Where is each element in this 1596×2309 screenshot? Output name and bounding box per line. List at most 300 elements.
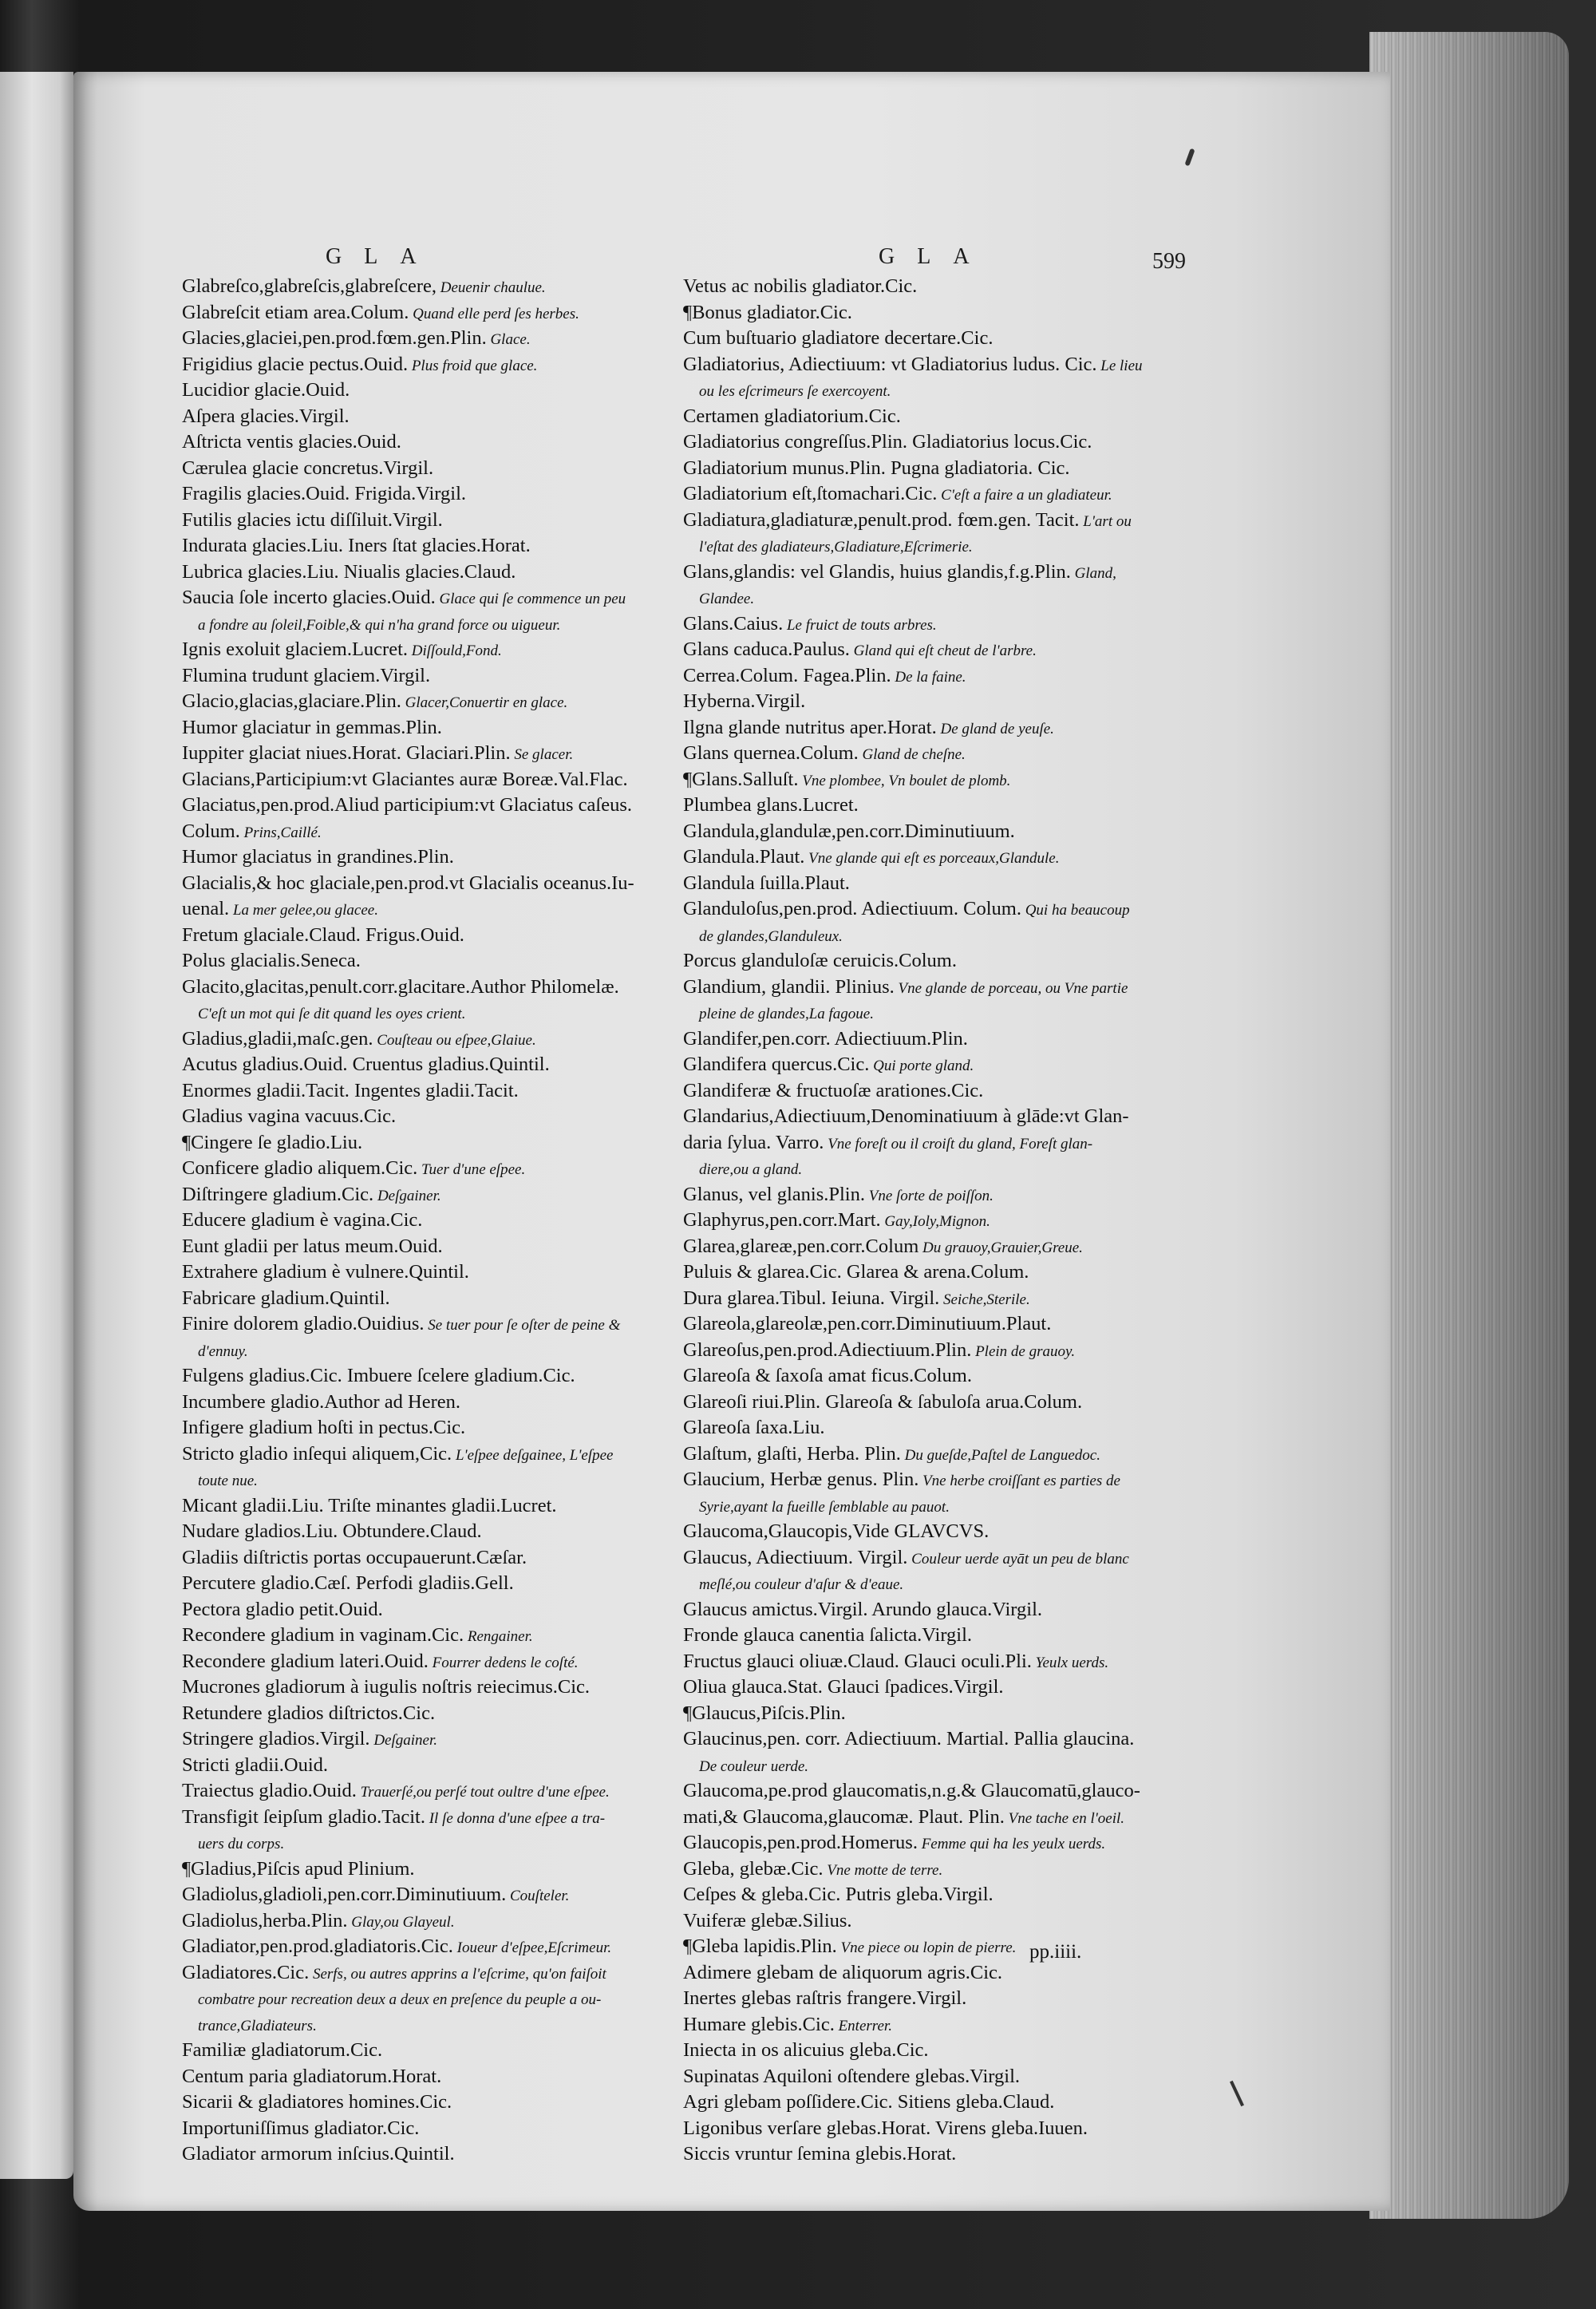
french-gloss: Diſſould,Fond. xyxy=(408,642,502,659)
latin-text: Supinatas Aquiloni oſtendere glebas.Virgil. xyxy=(683,2065,1021,2087)
french-gloss: Se glacer. xyxy=(510,746,574,763)
entry-line xyxy=(182,741,689,767)
entry-line xyxy=(182,404,689,430)
entry-line xyxy=(182,819,689,845)
latin-text: Glans,glandis: vel Glandis, huius glandis,f.g.Plin. xyxy=(683,560,1071,583)
latin-text: Humor glaciatur in gemmas.Plin. xyxy=(182,716,442,738)
latin-text: Saucia ſole incerto glacies.Ouid. xyxy=(182,587,436,608)
french-gloss: Quand elle perd ſes herbes. xyxy=(409,305,579,322)
latin-text: Colum. xyxy=(182,820,240,842)
entry-line xyxy=(683,663,1163,690)
latin-text: Educere gladium è vagina.Cic. xyxy=(182,1209,423,1231)
entry-line xyxy=(683,1286,1163,1312)
running-head-left: GLA xyxy=(326,244,439,269)
entry-line xyxy=(683,1338,1163,1364)
entry-line xyxy=(182,1571,689,1597)
entry-line xyxy=(683,456,1163,482)
latin-text: Puluis & glarea.Cic. Glarea & arena.Colum. xyxy=(683,1261,1029,1283)
latin-text: Inertes glebas raſtris frangere.Virgil. xyxy=(683,1987,967,2009)
entry-line xyxy=(683,1052,1163,1078)
entry-line xyxy=(683,1908,1163,1935)
latin-text: Incumbere gladio.Author ad Heren. xyxy=(182,1390,460,1413)
latin-text: Gladius vagina vacuus.Cic. xyxy=(182,1105,397,1127)
latin-text: Infigere gladium hoſti in pectus.Cic. xyxy=(182,1417,466,1438)
entry-line xyxy=(182,429,689,456)
latin-text: Gladiator,pen.prod.gladiatoris.Cic. xyxy=(182,1935,453,1957)
latin-text: Futilis glacies ictu diſſiluit.Virgil. xyxy=(182,508,443,531)
entry-line xyxy=(683,481,1163,508)
entry-line xyxy=(182,1104,689,1130)
entry-line xyxy=(683,1623,1163,1649)
entry-line xyxy=(182,1363,689,1390)
entry-line xyxy=(182,1026,689,1053)
entry-line xyxy=(182,1934,689,1960)
entry-line xyxy=(182,975,689,1001)
page-number: 599 xyxy=(1152,249,1186,274)
facing-page-edge xyxy=(0,72,73,2179)
entry-line xyxy=(182,1830,689,1856)
french-gloss: Le lieu xyxy=(1096,357,1143,374)
latin-text: Glareoſa & ſaxoſa amat ficus.Colum. xyxy=(683,1365,972,1386)
entry-line xyxy=(182,1286,689,1312)
entry-line xyxy=(182,2090,689,2116)
latin-text: Fulgens gladius.Cic. Imbuere ſcelere gladium.Cic. xyxy=(182,1365,575,1386)
french-gloss: l'eſtat des gladiateurs,Gladiature,Eſcrimerie. xyxy=(699,539,973,556)
latin-text: Ceſpes & gleba.Cic. Putris gleba.Virgil. xyxy=(683,1884,994,1905)
latin-text: Glaucoma,Glaucopis,Vide GLAVCVS. xyxy=(683,1520,990,1542)
french-gloss: Trauerſé,ou perſé tout oultre d'une eſpee. xyxy=(356,1784,610,1801)
french-gloss: Se tuer pour ſe oſter de peine & xyxy=(424,1317,621,1334)
latin-text: Glarea,glareæ,pen.corr.Colum xyxy=(683,1235,919,1257)
entry-line xyxy=(683,1882,1163,1908)
latin-text: Enormes gladii.Tacit. Ingentes gladii.Tacit. xyxy=(182,1079,519,1101)
entry-line xyxy=(683,559,1163,586)
latin-text: Stringere gladios.Virgil. xyxy=(182,1728,370,1750)
french-gloss: Seiche,Sterile. xyxy=(939,1291,1030,1308)
entry-line xyxy=(182,1000,689,1026)
latin-text: Gladiatorium munus.Plin. Pugna gladiatoria. Cic. xyxy=(683,457,1070,479)
entry-line xyxy=(182,1338,689,1364)
right-column xyxy=(683,274,1163,2168)
entry-line xyxy=(683,871,1163,897)
french-gloss: Gland, xyxy=(1070,564,1116,582)
latin-text: Vetus ac nobilis gladiator.Cic. xyxy=(683,275,918,297)
entry-line xyxy=(182,1960,689,1987)
entry-line xyxy=(683,1493,1163,1520)
entry-line xyxy=(683,2141,1163,2168)
latin-text: Cærulea glacie concretus.Virgil. xyxy=(182,457,434,479)
entry-line xyxy=(182,871,689,897)
latin-text: Gladiolus,herba.Plin. xyxy=(182,1909,348,1931)
latin-text: Humare glebis.Cic. xyxy=(683,2013,835,2035)
entry-line xyxy=(182,2012,689,2038)
latin-text: Gladiator armorum inſcius.Quintil. xyxy=(182,2143,455,2165)
french-gloss: La mer gelee,ou glacee. xyxy=(229,902,378,919)
latin-text: Ligonibus verſare glebas.Horat. Virens gleba.Iuuen. xyxy=(683,2117,1088,2139)
latin-text: Glanus, vel glanis.Plin. xyxy=(683,1183,865,1205)
latin-text: Transfigit ſeipſum gladio.Tacit. xyxy=(182,1805,425,1828)
entry-line xyxy=(182,2116,689,2142)
entry-line xyxy=(683,2038,1163,2064)
entry-line xyxy=(683,1156,1163,1182)
entry-line xyxy=(683,1311,1163,1338)
entry-line xyxy=(683,1674,1163,1701)
entry-line xyxy=(182,1674,689,1701)
latin-text: Glareola,glareolæ,pen.corr.Diminutiuum.Plaut. xyxy=(683,1313,1052,1334)
latin-text: Adimere glebam de aliquorum agris.Cic. xyxy=(683,1961,1003,1983)
french-gloss: Deuenir chaulue. xyxy=(437,279,546,296)
french-gloss: Vne foreſt ou il croiſt du gland, Foreſt glan- xyxy=(824,1135,1093,1153)
latin-text: ¶Glans.Salluſt. xyxy=(683,768,799,790)
entry-line xyxy=(683,1415,1163,1441)
french-gloss: Vne tache en l'oeil. xyxy=(1004,1809,1125,1827)
latin-text: Polus glacialis.Seneca. xyxy=(182,950,361,971)
entry-line xyxy=(182,533,689,559)
entry-line xyxy=(182,1908,689,1935)
latin-text: Finire dolorem gladio.Ouidius. xyxy=(182,1313,425,1334)
latin-text: ¶Bonus gladiator.Cic. xyxy=(683,301,852,323)
french-gloss: Glandee. xyxy=(699,591,755,607)
latin-text: Glans quernea.Colum. xyxy=(683,742,859,764)
entry-line xyxy=(182,844,689,871)
entry-line xyxy=(683,429,1163,456)
latin-text: Glareoſa ſaxa.Liu. xyxy=(683,1417,825,1438)
french-gloss: Glacer,Conuertir en glace. xyxy=(401,694,568,711)
entry-line xyxy=(683,1571,1163,1597)
latin-text: Glandula,glandulæ,pen.corr.Diminutiuum. xyxy=(683,820,1015,842)
french-gloss: Il ſe donna d'une eſpee a tra- xyxy=(425,1809,606,1827)
latin-text: Centum paria gladiatorum.Horat. xyxy=(182,2065,442,2087)
entry-line xyxy=(683,1778,1163,1805)
entry-line xyxy=(182,1882,689,1908)
entry-line xyxy=(182,663,689,690)
entry-line xyxy=(683,585,1163,611)
latin-text: Flumina trudunt glaciem.Virgil. xyxy=(182,664,431,686)
french-gloss: Syrie,ayant la fueille ſemblable au pauot. xyxy=(699,1498,950,1516)
french-gloss: Deſgainer. xyxy=(369,1732,437,1749)
entry-line xyxy=(683,1182,1163,1208)
latin-text: mati,& Glaucoma,glaucomæ. Plaut. Plin. xyxy=(683,1805,1005,1828)
french-gloss: Vne herbe croiſſant es parties de xyxy=(918,1473,1120,1489)
latin-text: Fragilis glacies.Ouid. Frigida.Virgil. xyxy=(182,483,467,504)
latin-text: Hyberna.Virgil. xyxy=(683,690,806,712)
latin-text: Plumbea glans.Lucret. xyxy=(683,794,859,816)
french-gloss: Deſgainer. xyxy=(373,1187,441,1204)
signature-mark: pp.iiii. xyxy=(1029,1941,1082,1963)
entry-line xyxy=(683,793,1163,819)
latin-text: Glans caduca.Paulus. xyxy=(683,639,850,660)
entry-line xyxy=(182,2141,689,2168)
latin-text: Humor glaciatus in grandines.Plin. xyxy=(182,846,454,868)
french-gloss: C'eſt a faire a un gladiateur. xyxy=(937,487,1112,504)
latin-text: Glaciatus,pen.prod.Aliud participium:vt Glaciatus caſeus. xyxy=(182,794,633,816)
latin-text: Stricti gladii.Ouid. xyxy=(182,1753,329,1776)
entry-line xyxy=(182,1390,689,1416)
entry-line xyxy=(683,1130,1163,1156)
french-gloss: Vne piece ou lopin de pierre. xyxy=(836,1939,1017,1956)
entry-line xyxy=(182,1753,689,1779)
entry-line xyxy=(683,689,1163,715)
french-gloss: Ioueur d'eſpee,Eſcrimeur. xyxy=(452,1939,612,1956)
latin-text: Glaucinus,pen. corr. Adiectiuum. Martial. Pallia glaucina. xyxy=(683,1728,1135,1750)
latin-text: Gleba, glebæ.Cic. xyxy=(683,1857,824,1880)
entry-line xyxy=(182,1856,689,1883)
entry-line xyxy=(182,896,689,923)
french-gloss: Vne glande qui eſt es porceaux,Glandule. xyxy=(804,850,1060,867)
french-gloss: combatre pour recreation deux a deux en preſence du peuple a ou- xyxy=(198,1991,602,2008)
french-gloss: De gland de yeuſe. xyxy=(936,720,1054,737)
entry-line xyxy=(182,1156,689,1182)
latin-text: Diſtringere gladium.Cic. xyxy=(182,1183,374,1205)
latin-text: Cerrea.Colum. Fagea.Plin. xyxy=(683,664,891,686)
entry-line xyxy=(182,1052,689,1078)
latin-text: Glandarius,Adiectiuum,Denominatiuum à glāde:vt Glan- xyxy=(683,1105,1129,1127)
entry-line xyxy=(683,2090,1163,2116)
french-gloss: Gland de cheſne. xyxy=(858,746,966,763)
french-gloss: Du gueſde,Paſtel de Languedoc. xyxy=(900,1446,1100,1464)
latin-text: Glandium, glandii. Plinius. xyxy=(683,975,895,998)
latin-text: Glacialis,& hoc glaciale,pen.prod.vt Glacialis oceanus.Iu- xyxy=(182,872,634,894)
latin-text: Gladiatorius congreſſus.Plin. Gladiatorius locus.Cic. xyxy=(683,431,1092,453)
entry-line xyxy=(182,2064,689,2090)
french-gloss: Rengainer. xyxy=(464,1628,533,1645)
french-gloss: ou les eſcrimeurs ſe exercoyent. xyxy=(699,383,891,400)
french-gloss: pleine de glandes,La fagoue. xyxy=(699,1006,874,1022)
french-gloss: C'eſt un mot qui ſe dit quand les oyes crient. xyxy=(198,1006,466,1022)
entry-line xyxy=(182,1726,689,1753)
entry-line xyxy=(683,1934,1163,1960)
latin-text: Conficere gladio aliquem.Cic. xyxy=(182,1157,418,1179)
left-column xyxy=(182,274,689,2168)
entry-line xyxy=(182,1208,689,1234)
entry-line xyxy=(683,819,1163,845)
french-gloss: Vne motte de terre. xyxy=(823,1861,943,1879)
french-gloss: toute nue. xyxy=(198,1473,258,1489)
latin-text: Iniecta in os alicuius gleba.Cic. xyxy=(683,2039,929,2061)
french-gloss: Vne ſorte de poiſſon. xyxy=(864,1187,994,1204)
latin-text: Glareoſi riui.Plin. Glareoſa & ſabuloſa arua.Colum. xyxy=(683,1390,1083,1413)
latin-text: Glaſtum, glaſti, Herba. Plin. xyxy=(683,1442,901,1465)
entry-line xyxy=(683,2116,1163,2142)
latin-text: Porcus glanduloſæ ceruicis.Colum. xyxy=(683,950,957,971)
latin-text: Aſtricta ventis glacies.Ouid. xyxy=(182,431,401,453)
entry-line xyxy=(683,1234,1163,1260)
entry-line xyxy=(182,923,689,949)
entry-line xyxy=(683,741,1163,767)
latin-text: Glacies,glaciei,pen.prod.fœm.gen.Plin. xyxy=(182,327,487,349)
entry-line xyxy=(182,1311,689,1338)
entry-line xyxy=(182,767,689,793)
french-gloss: Gay,Ioly,Mignon. xyxy=(880,1213,990,1230)
entry-line xyxy=(182,1441,689,1468)
french-gloss: L'art ou xyxy=(1079,512,1132,530)
entry-line xyxy=(182,1493,689,1520)
entry-line xyxy=(683,1519,1163,1545)
french-gloss: Du grauoy,Grauier,Greue. xyxy=(918,1239,1083,1256)
french-gloss: Plein de grauoy. xyxy=(971,1342,1076,1360)
entry-line xyxy=(182,1986,689,2012)
entry-line xyxy=(683,508,1163,534)
entry-line xyxy=(182,1130,689,1156)
latin-text: Glabreſcit etiam area.Colum. xyxy=(182,301,409,323)
entry-line xyxy=(182,508,689,534)
latin-text: Glacito,glacitas,penult.corr.glacitare.Author Philomelæ. xyxy=(182,975,619,998)
latin-text: Ignis exoluit glaciem.Lucret. xyxy=(182,639,409,660)
latin-text: Fabricare gladium.Quintil. xyxy=(182,1287,390,1309)
entry-line xyxy=(182,1467,689,1493)
french-gloss: Tuer d'une eſpee. xyxy=(417,1161,526,1178)
french-gloss: Gland qui eſt cheut de l'arbre. xyxy=(849,642,1037,659)
latin-text: Gladiatores.Cic. xyxy=(182,1961,310,1983)
entry-line xyxy=(683,1208,1163,1234)
latin-text: ¶Gladius,Piſcis apud Plinium. xyxy=(182,1857,415,1880)
french-gloss: De la faine. xyxy=(891,668,966,686)
entry-line xyxy=(683,1701,1163,1727)
entry-line xyxy=(683,1467,1163,1493)
latin-text: Fructus glauci oliuæ.Claud. Glauci oculi.Pli. xyxy=(683,1650,1032,1672)
latin-text: Ilgna glande nutritus aper.Horat. xyxy=(683,716,937,738)
entry-line xyxy=(182,1078,689,1105)
entry-line xyxy=(683,975,1163,1001)
entry-line xyxy=(683,300,1163,326)
latin-text: Recondere gladium lateri.Ouid. xyxy=(182,1650,429,1672)
latin-text: Gladius,gladii,maſc.gen. xyxy=(182,1027,373,1050)
entry-line xyxy=(182,793,689,819)
entry-line xyxy=(683,1363,1163,1390)
latin-text: Gladiolus,gladioli,pen.corr.Diminutiuum. xyxy=(182,1884,507,1905)
entry-line xyxy=(683,1078,1163,1105)
french-gloss: d'ennuy. xyxy=(198,1342,248,1360)
latin-text: Sicarii & gladiatores homines.Cic. xyxy=(182,2091,452,2113)
french-gloss: meſlé,ou couleur d'aſur & d'eaue. xyxy=(699,1576,904,1593)
entry-line xyxy=(182,352,689,378)
entry-line xyxy=(683,1441,1163,1468)
latin-text: Glaucoma,pe.prod glaucomatis,n.g.& Glaucomatū,glauco- xyxy=(683,1780,1140,1801)
latin-text: Dura glarea.Tibul. Ieiuna. Virgil. xyxy=(683,1287,940,1309)
latin-text: Gladiatorium eſt,ſtomachari.Cic. xyxy=(683,483,938,504)
latin-text: Lucidior glacie.Ouid. xyxy=(182,379,350,401)
latin-text: Siccis vruntur ſemina glebis.Horat. xyxy=(683,2143,957,2165)
entry-line xyxy=(683,533,1163,559)
latin-text: Indurata glacies.Liu. Iners ſtat glacies.Horat. xyxy=(182,535,531,556)
entry-line xyxy=(182,689,689,715)
entry-line xyxy=(182,585,689,611)
latin-text: Glareoſus,pen.prod.Adiectiuum.Plin. xyxy=(683,1338,972,1361)
entry-line xyxy=(182,1234,689,1260)
entry-line xyxy=(683,2064,1163,2090)
entry-line xyxy=(182,456,689,482)
latin-text: Nudare gladios.Liu. Obtundere.Claud. xyxy=(182,1520,482,1542)
entry-line xyxy=(683,1000,1163,1026)
entry-line xyxy=(683,896,1163,923)
french-gloss: Enterrer. xyxy=(834,2017,892,2034)
french-gloss: Qui porte gland. xyxy=(869,1058,974,1074)
entry-line xyxy=(182,1623,689,1649)
entry-line xyxy=(182,378,689,404)
entry-line xyxy=(683,1026,1163,1053)
french-gloss: trance,Gladiateurs. xyxy=(198,2017,317,2034)
latin-text: Glandula ſuilla.Plaut. xyxy=(683,872,850,894)
latin-text: Frigidius glacie pectus.Ouid. xyxy=(182,353,409,375)
entry-line xyxy=(683,1830,1163,1856)
running-head-right: GLA xyxy=(879,244,992,269)
entry-line xyxy=(182,948,689,975)
entry-line xyxy=(182,559,689,586)
latin-text: Fronde glauca canentia ſalicta.Virgil. xyxy=(683,1624,973,1646)
french-gloss: Couleur uerde ayāt un peu de blanc xyxy=(907,1550,1129,1568)
latin-text: Aſpera glacies.Virgil. xyxy=(182,405,350,427)
entry-line xyxy=(683,611,1163,638)
french-gloss: Vne glande de porceau, ou Vne partie xyxy=(894,979,1128,997)
latin-text: Stricto gladio inſequi aliquem,Cic. xyxy=(182,1442,452,1465)
latin-text: Iuppiter glaciat niues.Horat. Glaciari.Plin. xyxy=(182,742,511,764)
entry-line xyxy=(683,1104,1163,1130)
latin-text: Importuniſſimus gladiator.Cic. xyxy=(182,2117,420,2139)
latin-text: Gladiatura,gladiaturæ,penult.prod. fœm.gen. Tacit. xyxy=(683,508,1080,531)
entry-line xyxy=(182,300,689,326)
latin-text: ¶Glaucus,Piſcis.Plin. xyxy=(683,1702,846,1724)
french-gloss: a fondre au ſoleil,Foible,& qui n'ha grand force ou uigueur. xyxy=(198,616,561,634)
entry-line xyxy=(683,1986,1163,2012)
entry-line xyxy=(683,844,1163,871)
entry-line xyxy=(182,637,689,663)
entry-line xyxy=(182,1259,689,1286)
entry-line xyxy=(683,404,1163,430)
latin-text: Glabreſco,glabreſcis,glabreſcere, xyxy=(182,275,437,297)
latin-text: Lubrica glacies.Liu. Niualis glacies.Claud. xyxy=(182,560,516,583)
latin-text: Oliua glauca.Stat. Glauci ſpadices.Virgil. xyxy=(683,1676,1004,1698)
latin-text: ¶Gleba lapidis.Plin. xyxy=(683,1935,837,1957)
french-gloss: Serfs, ou autres apprins a l'eſcrime, qu'on faiſoit xyxy=(309,1965,606,1983)
entry-line xyxy=(182,715,689,741)
entry-line xyxy=(182,1597,689,1623)
entry-line xyxy=(182,1649,689,1675)
latin-text: Gladiatorius, Adiectiuum: vt Gladiatorius ludus. Cic. xyxy=(683,353,1097,375)
latin-text: Glanduloſus,pen.prod. Adiectiuum. Colum. xyxy=(683,898,1021,919)
latin-text: Extrahere gladium è vulnere.Quintil. xyxy=(182,1261,469,1283)
entry-line xyxy=(683,1805,1163,1831)
entry-line xyxy=(683,948,1163,975)
latin-text: Glacians,Participium:vt Glaciantes auræ Boreæ.Val.Flac. xyxy=(182,768,628,790)
latin-text: Certamen gladiatorium.Cic. xyxy=(683,405,901,427)
entry-line xyxy=(683,1649,1163,1675)
latin-text: Glandifera quercus.Cic. xyxy=(683,1054,870,1075)
entry-line xyxy=(683,326,1163,352)
latin-text: Traiectus gladio.Ouid. xyxy=(182,1780,357,1801)
french-gloss: Couſteler. xyxy=(506,1888,570,1904)
latin-text: Glaucopis,pen.prod.Homerus. xyxy=(683,1832,918,1853)
entry-line xyxy=(683,378,1163,404)
entry-line xyxy=(683,1390,1163,1416)
french-gloss: L'eſpee deſgainee, L'eſpee xyxy=(452,1446,614,1464)
entry-line xyxy=(683,767,1163,793)
entry-line xyxy=(683,715,1163,741)
french-gloss: Couſteau ou eſpee,Glaiue. xyxy=(373,1031,536,1049)
french-gloss: Qui ha beaucoup xyxy=(1021,902,1130,919)
latin-text: Eunt gladii per latus meum.Ouid. xyxy=(182,1235,443,1257)
entry-line xyxy=(182,1182,689,1208)
latin-text: Glaucium, Herbæ genus. Plin. xyxy=(683,1469,919,1490)
french-gloss: de glandes,Glanduleux. xyxy=(699,927,843,945)
french-gloss: Plus froid que glace. xyxy=(408,357,538,374)
french-gloss: Vne plombee, Vn boulet de plomb. xyxy=(798,772,1011,789)
french-gloss: De couleur uerde. xyxy=(699,1757,808,1775)
latin-text: Retundere gladios diſtrictos.Cic. xyxy=(182,1702,436,1724)
latin-text: Glaphyrus,pen.corr.Mart. xyxy=(683,1209,881,1231)
latin-text: Glaucus amictus.Virgil. Arundo glauca.Virgil. xyxy=(683,1598,1043,1620)
french-gloss: Glace. xyxy=(486,331,531,348)
page-stack-edge xyxy=(1369,32,1569,2219)
